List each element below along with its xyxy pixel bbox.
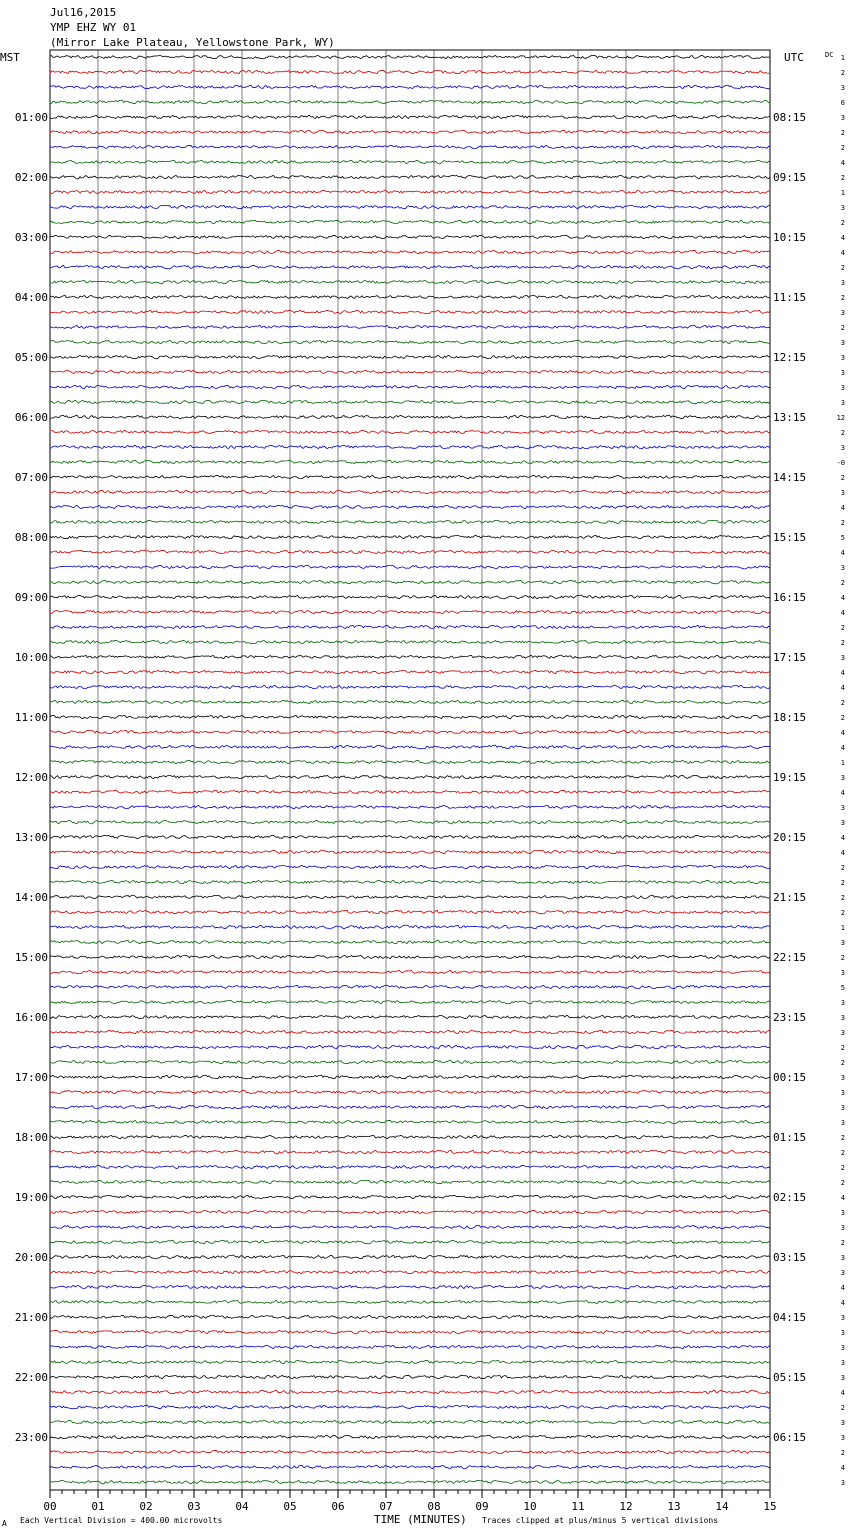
- trace-row-78: [50, 1210, 770, 1213]
- dc-offset-label: 2: [840, 714, 845, 722]
- right-hour-label: 23:15: [773, 1011, 807, 1024]
- trace-row-6: [50, 130, 770, 133]
- dc-offset-label: 4: [840, 1464, 845, 1472]
- trace-row-24: [50, 400, 770, 403]
- dc-offset-label: 3: [840, 804, 845, 812]
- dc-offset-label: 3: [840, 1014, 845, 1022]
- dc-offset-label: 2: [840, 1404, 845, 1412]
- dc-offset-label: 2: [840, 954, 845, 962]
- dc-offset-label: 4: [840, 1284, 845, 1292]
- dc-offset-label: 2: [840, 144, 845, 152]
- dc-offset-label: 4: [840, 684, 845, 692]
- dc-offset-label: 3: [840, 1344, 845, 1352]
- dc-offset-label: 2: [840, 519, 845, 527]
- dc-offset-label: 4: [840, 159, 845, 167]
- dc-offset-label: 4: [840, 744, 845, 752]
- trace-row-29: [50, 475, 770, 478]
- trace-row-3: [50, 85, 770, 89]
- dc-offset-label: 2: [840, 1179, 845, 1187]
- trace-row-93: [50, 1435, 770, 1438]
- dc-offset-label: 3: [840, 654, 845, 662]
- dc-offset-label: 2: [840, 624, 845, 632]
- trace-row-7: [50, 145, 770, 148]
- trace-row-58: [50, 910, 770, 914]
- x-tick-label: 03: [187, 1500, 201, 1513]
- dc-offset-label: 6: [840, 99, 845, 107]
- trace-row-56: [50, 880, 770, 883]
- trace-row-4: [50, 100, 770, 104]
- right-hour-label: 01:15: [773, 1131, 807, 1144]
- dc-offset-label: 2: [840, 864, 845, 872]
- right-hour-label: 11:15: [773, 291, 807, 304]
- dc-offset-label: 3: [840, 819, 845, 827]
- dc-offset-label: 2: [840, 1449, 845, 1457]
- trace-row-69: [50, 1075, 770, 1079]
- trace-row-64: [50, 1000, 770, 1003]
- dc-offset-label: 1: [840, 54, 845, 62]
- dc-offset-label: 3: [840, 84, 845, 92]
- dc-offset-label: 1: [840, 924, 845, 932]
- left-hour-label: 03:00: [14, 231, 48, 244]
- right-hour-label: 16:15: [773, 591, 807, 604]
- x-tick-label: 00: [43, 1500, 57, 1513]
- trace-row-45: [50, 715, 770, 718]
- dc-offset-label: 3: [840, 1209, 845, 1217]
- trace-row-35: [50, 565, 770, 569]
- right-hour-label: 10:15: [773, 231, 807, 244]
- right-hour-label: 15:15: [773, 531, 807, 544]
- trace-row-2: [50, 70, 770, 73]
- dc-offset-label: 3: [840, 969, 845, 977]
- trace-row-75: [50, 1165, 770, 1168]
- clipping-note: Traces clipped at plus/minus 5 vertical divisions: [482, 1516, 719, 1525]
- trace-row-80: [50, 1240, 770, 1244]
- dc-offset-label: 2: [840, 909, 845, 917]
- left-hour-label: 20:00: [14, 1251, 48, 1264]
- trace-row-9: [50, 175, 770, 178]
- dc-offset-label: 2: [840, 69, 845, 77]
- left-hour-label: 19:00: [14, 1191, 48, 1204]
- time-axis: [43, 1490, 776, 1513]
- dc-offset-label: 5: [840, 984, 845, 992]
- trace-row-62: [50, 970, 770, 973]
- dc-offset-label: 3: [840, 369, 845, 377]
- dc-offset-label: 3: [840, 1104, 845, 1112]
- left-hour-label: 05:00: [14, 351, 48, 364]
- left-hour-label: 21:00: [14, 1311, 48, 1324]
- dc-offset-label: 3: [840, 1374, 845, 1382]
- dc-offset-label: 3: [840, 1254, 845, 1262]
- dc-offset-label: 2: [840, 699, 845, 707]
- trace-row-73: [50, 1135, 770, 1139]
- trace-row-18: [50, 310, 770, 313]
- trace-row-44: [50, 700, 770, 703]
- dc-offset-label: 2: [840, 579, 845, 587]
- dc-offset-label: 4: [840, 1299, 845, 1307]
- trace-row-84: [50, 1300, 770, 1303]
- right-hour-label: 12:15: [773, 351, 807, 364]
- trace-row-81: [50, 1255, 770, 1259]
- trace-row-83: [50, 1285, 770, 1288]
- trace-row-5: [50, 115, 770, 119]
- trace-row-55: [50, 865, 770, 868]
- left-hour-label: 15:00: [14, 951, 48, 964]
- trace-row-34: [50, 550, 770, 553]
- trace-row-47: [50, 745, 770, 749]
- left-hour-label: 14:00: [14, 891, 48, 904]
- footer: [2, 1513, 718, 1528]
- trace-row-49: [50, 775, 770, 779]
- x-tick-label: 15: [763, 1500, 777, 1513]
- dc-offset-label: 3: [840, 774, 845, 782]
- left-hour-label: 23:00: [14, 1431, 48, 1444]
- trace-row-67: [50, 1045, 770, 1048]
- right-hour-label: 02:15: [773, 1191, 807, 1204]
- trace-row-52: [50, 820, 770, 823]
- dc-offset-label: 4: [840, 729, 845, 737]
- x-tick-label: 01: [91, 1500, 105, 1513]
- trace-row-30: [50, 490, 770, 494]
- trace-row-51: [50, 805, 770, 808]
- trace-row-92: [50, 1420, 770, 1424]
- x-tick-label: 12: [619, 1500, 633, 1513]
- dc-offset-label: 3: [840, 564, 845, 572]
- trace-row-86: [50, 1330, 770, 1333]
- trace-row-15: [50, 265, 770, 269]
- trace-row-50: [50, 790, 770, 793]
- trace-row-14: [50, 250, 770, 254]
- trace-row-17: [50, 295, 770, 298]
- dc-column-label: DC: [825, 51, 834, 59]
- dc-offset-label: 3: [840, 1419, 845, 1427]
- dc-offset-label: 3: [840, 1434, 845, 1442]
- corner-mark: A: [2, 1519, 7, 1528]
- x-tick-label: 04: [235, 1500, 249, 1513]
- trace-row-74: [50, 1150, 770, 1153]
- right-hour-label: 03:15: [773, 1251, 807, 1264]
- trace-row-39: [50, 625, 770, 628]
- left-hour-label: 02:00: [14, 171, 48, 184]
- trace-row-91: [50, 1405, 770, 1409]
- dc-offset-label: 2: [840, 894, 845, 902]
- right-hour-label: 17:15: [773, 651, 807, 664]
- trace-row-31: [50, 505, 770, 508]
- trace-row-10: [50, 190, 770, 193]
- dc-offset-label: 12: [836, 414, 845, 422]
- dc-offset-label: 3: [840, 1329, 845, 1337]
- x-tick-label: 13: [667, 1500, 681, 1513]
- left-timezone-label: MST: [0, 51, 20, 64]
- trace-row-32: [50, 520, 770, 523]
- dc-offset-label: 4: [840, 594, 845, 602]
- trace-row-96: [50, 1480, 770, 1483]
- trace-row-53: [50, 835, 770, 838]
- right-hour-label: 22:15: [773, 951, 807, 964]
- trace-row-60: [50, 940, 770, 943]
- dc-offset-label: 2: [840, 474, 845, 482]
- dc-offset-label: 3: [840, 1314, 845, 1322]
- trace-row-41: [50, 655, 770, 658]
- right-hour-label: 06:15: [773, 1431, 807, 1444]
- dc-offset-label: 3: [840, 1269, 845, 1277]
- dc-offset-label: 2: [840, 879, 845, 887]
- dc-offset-label: 3: [840, 399, 845, 407]
- x-tick-label: 06: [331, 1500, 345, 1513]
- dc-offset-label: 2: [840, 1149, 845, 1157]
- dc-offset-label: 1: [840, 189, 845, 197]
- x-tick-label: 10: [523, 1500, 537, 1513]
- dc-offset-label: 2: [840, 219, 845, 227]
- dc-offset-label: 3: [840, 1089, 845, 1097]
- dc-offset-label: 2: [840, 639, 845, 647]
- dc-offset-label: 3: [840, 939, 845, 947]
- trace-row-12: [50, 220, 770, 223]
- dc-offset-label: 2: [840, 1059, 845, 1067]
- trace-row-16: [50, 280, 770, 283]
- left-hour-label: 08:00: [14, 531, 48, 544]
- trace-row-61: [50, 955, 770, 958]
- dc-offset-label: -0: [836, 459, 845, 467]
- trace-row-87: [50, 1345, 770, 1348]
- minute-gridlines: [98, 50, 722, 1490]
- right-hour-label: 04:15: [773, 1311, 807, 1324]
- trace-row-1: [50, 55, 770, 58]
- dc-offset-label: 2: [840, 264, 845, 272]
- left-hour-label: 18:00: [14, 1131, 48, 1144]
- dc-offset-label: 2: [840, 1134, 845, 1142]
- dc-offset-label: 3: [840, 204, 845, 212]
- dc-offset-label: 2: [840, 429, 845, 437]
- dc-offset-label: 3: [840, 1119, 845, 1127]
- dc-offset-label: 2: [840, 294, 845, 302]
- right-hour-label: 13:15: [773, 411, 807, 424]
- trace-row-95: [50, 1465, 770, 1469]
- trace-row-76: [50, 1180, 770, 1183]
- header: [0, 6, 833, 64]
- trace-row-72: [50, 1120, 770, 1123]
- dc-offset-label: 3: [840, 114, 845, 122]
- right-hour-label: 21:15: [773, 891, 807, 904]
- right-hour-label: 05:15: [773, 1371, 807, 1384]
- left-hour-label: 10:00: [14, 651, 48, 664]
- x-tick-label: 14: [715, 1500, 729, 1513]
- station-code: YMP EHZ WY 01: [50, 21, 137, 34]
- x-tick-label: 09: [475, 1500, 489, 1513]
- dc-offset-label: 3: [840, 339, 845, 347]
- left-hour-label: 12:00: [14, 771, 48, 784]
- trace-row-63: [50, 985, 770, 988]
- left-hour-label: 09:00: [14, 591, 48, 604]
- trace-row-20: [50, 340, 770, 343]
- dc-offset-label: 3: [840, 489, 845, 497]
- trace-row-27: [50, 445, 770, 449]
- left-hour-label: 07:00: [14, 471, 48, 484]
- trace-row-89: [50, 1375, 770, 1378]
- trace-row-42: [50, 670, 770, 673]
- x-tick-label: 11: [571, 1500, 585, 1513]
- dc-offset-label: 2: [840, 174, 845, 182]
- trace-row-70: [50, 1090, 770, 1093]
- dc-offset-label: 4: [840, 669, 845, 677]
- dc-offset-label: 4: [840, 549, 845, 557]
- dc-offset-label: 3: [840, 1224, 845, 1232]
- right-hour-label: 19:15: [773, 771, 807, 784]
- right-hour-label: 08:15: [773, 111, 807, 124]
- trace-row-90: [50, 1390, 770, 1393]
- trace-row-43: [50, 685, 770, 688]
- trace-row-37: [50, 595, 770, 599]
- left-hour-label: 06:00: [14, 411, 48, 424]
- trace-row-54: [50, 850, 770, 853]
- dc-offset-label: 4: [840, 834, 845, 842]
- trace-row-48: [50, 760, 770, 763]
- right-hour-label: 18:15: [773, 711, 807, 724]
- trace-row-11: [50, 205, 770, 208]
- dc-offset-label: 5: [840, 534, 845, 542]
- dc-offset-label: 3: [840, 354, 845, 362]
- trace-row-71: [50, 1105, 770, 1109]
- dc-offset-label: 2: [840, 324, 845, 332]
- right-timezone-label: UTC: [784, 51, 804, 64]
- trace-row-23: [50, 385, 770, 388]
- trace-row-46: [50, 730, 770, 733]
- trace-row-77: [50, 1195, 770, 1198]
- right-hour-label: 14:15: [773, 471, 807, 484]
- trace-row-57: [50, 895, 770, 899]
- trace-row-85: [50, 1315, 770, 1318]
- trace-row-21: [50, 355, 770, 358]
- trace-row-65: [50, 1015, 770, 1018]
- dc-offset-label: 4: [840, 789, 845, 797]
- right-hour-label: 00:15: [773, 1071, 807, 1084]
- trace-row-94: [50, 1450, 770, 1453]
- x-tick-label: 02: [139, 1500, 153, 1513]
- trace-row-25: [50, 415, 770, 419]
- dc-offset-label: 4: [840, 234, 845, 242]
- trace-row-36: [50, 580, 770, 584]
- dc-offset-label: 3: [840, 1074, 845, 1082]
- x-tick-label: 05: [283, 1500, 297, 1513]
- dc-offset-label: 2: [840, 1239, 845, 1247]
- trace-row-26: [50, 430, 770, 433]
- trace-row-79: [50, 1225, 770, 1229]
- dc-offset-label: 3: [840, 444, 845, 452]
- dc-offset-label: 4: [840, 504, 845, 512]
- trace-row-19: [50, 325, 770, 328]
- dc-offset-label: 3: [840, 309, 845, 317]
- dc-offset-label: 3: [840, 1029, 845, 1037]
- x-tick-label: 08: [427, 1500, 441, 1513]
- dc-offset-labels: [837, 54, 845, 1487]
- left-hour-label: 16:00: [14, 1011, 48, 1024]
- dc-offset-label: 1: [840, 759, 845, 767]
- dc-offset-label: 3: [840, 999, 845, 1007]
- x-axis-title: TIME (MINUTES): [374, 1513, 467, 1526]
- left-hour-label: 11:00: [14, 711, 48, 724]
- left-hour-label: 22:00: [14, 1371, 48, 1384]
- record-date: Jul16,2015: [50, 6, 117, 19]
- dc-offset-label: 3: [840, 1359, 845, 1367]
- dc-offset-label: 4: [840, 1194, 845, 1202]
- trace-row-66: [50, 1030, 770, 1033]
- dc-offset-label: 3: [840, 384, 845, 392]
- trace-row-59: [50, 925, 770, 929]
- x-tick-label: 07: [379, 1500, 393, 1513]
- trace-row-8: [50, 160, 770, 164]
- dc-offset-label: 2: [840, 129, 845, 137]
- trace-row-40: [50, 640, 770, 643]
- trace-row-28: [50, 460, 770, 463]
- left-hour-label: 13:00: [14, 831, 48, 844]
- dc-offset-label: 3: [840, 279, 845, 287]
- dc-offset-label: 2: [840, 1044, 845, 1052]
- dc-offset-label: 4: [840, 1389, 845, 1397]
- dc-offset-label: 4: [840, 609, 845, 617]
- left-hour-label: 01:00: [14, 111, 48, 124]
- trace-row-33: [50, 535, 770, 538]
- trace-row-82: [50, 1270, 770, 1273]
- station-location: (Mirror Lake Plateau, Yellowstone Park, WY): [50, 36, 335, 49]
- dc-offset-label: 4: [840, 849, 845, 857]
- trace-row-38: [50, 610, 770, 613]
- dc-offset-label: 4: [840, 249, 845, 257]
- trace-row-88: [50, 1360, 770, 1363]
- trace-lines: [50, 55, 770, 1483]
- right-hour-label: 20:15: [773, 831, 807, 844]
- trace-row-22: [50, 370, 770, 373]
- right-hour-label: 09:15: [773, 171, 807, 184]
- dc-offset-label: 3: [840, 1479, 845, 1487]
- trace-row-68: [50, 1060, 770, 1063]
- vertical-scale-note: Each Vertical Division = 400.00 microvolts: [20, 1516, 223, 1525]
- left-hour-label: 17:00: [14, 1071, 48, 1084]
- trace-row-13: [50, 235, 770, 238]
- dc-offset-label: 2: [840, 1164, 845, 1172]
- left-hour-label: 04:00: [14, 291, 48, 304]
